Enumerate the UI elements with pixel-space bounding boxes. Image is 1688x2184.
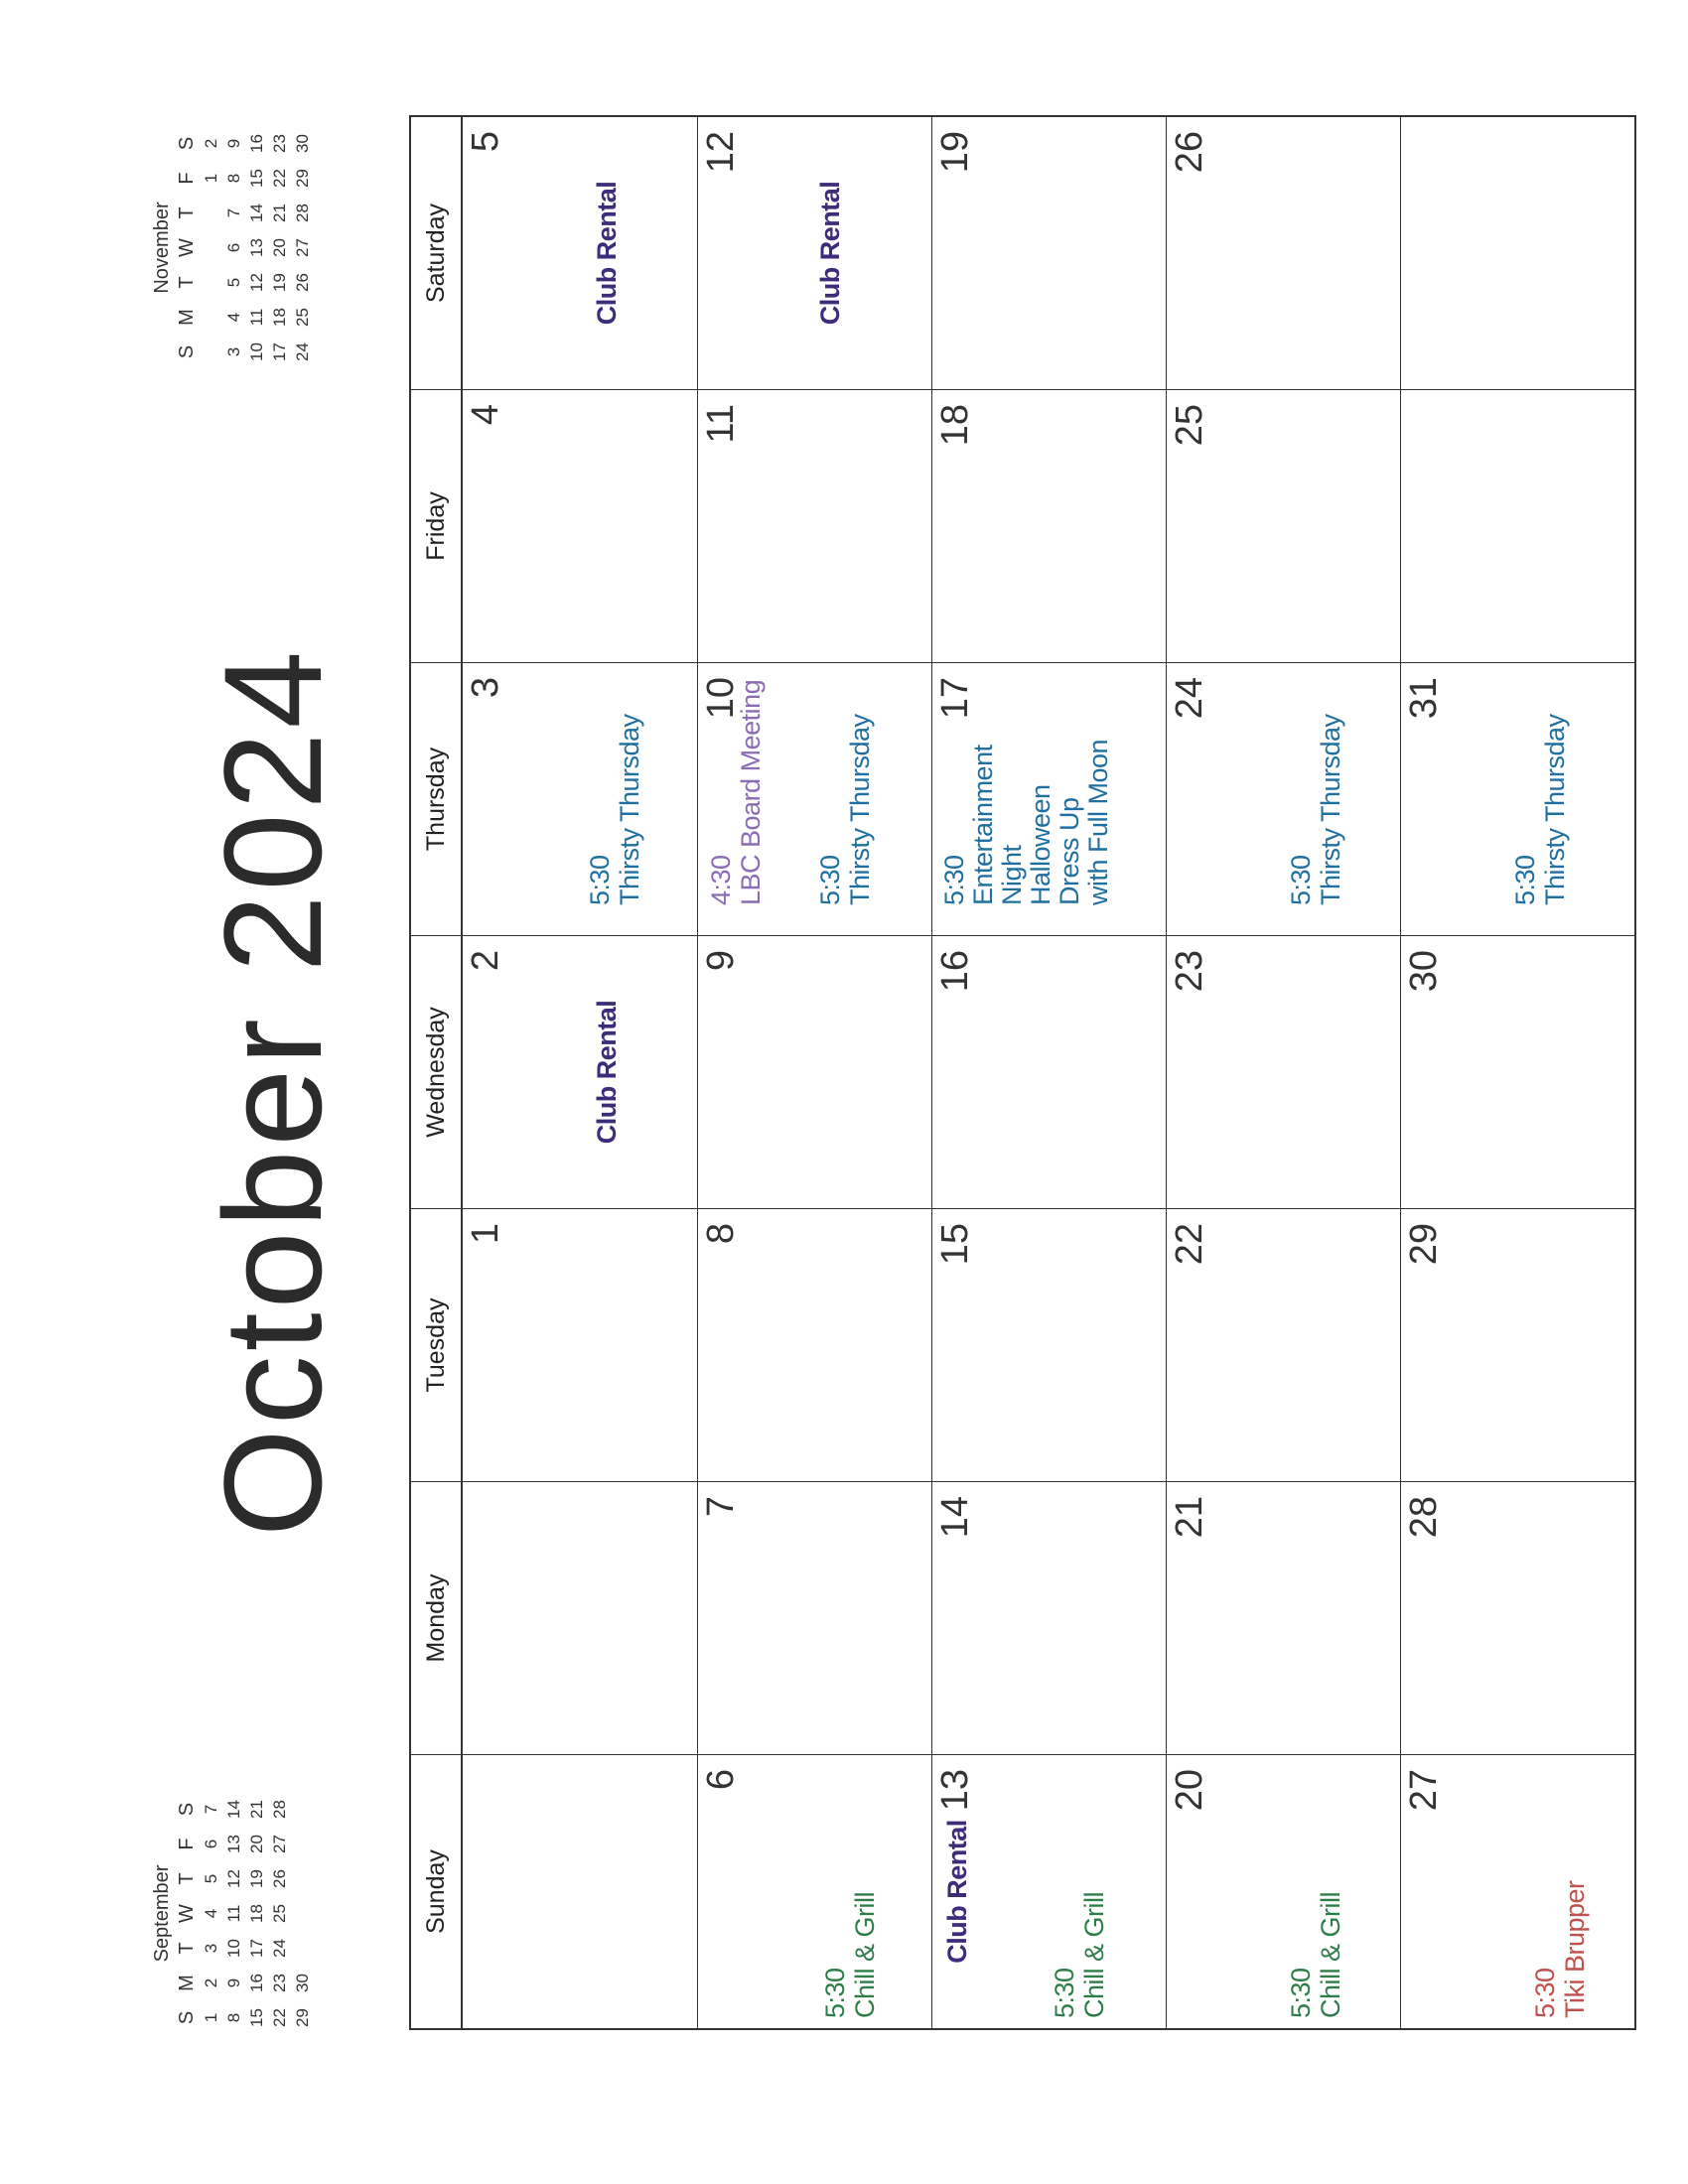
day-cell[interactable]	[463, 117, 697, 390]
mini-calendar-day-header: F	[176, 1838, 198, 1850]
event-time: 5:30	[1286, 1968, 1316, 2018]
day-number: 17	[934, 677, 976, 720]
day-number: 7	[700, 1496, 742, 1518]
day-name-friday: Friday	[411, 390, 461, 663]
mini-calendar-day-header: T	[176, 1942, 198, 1955]
day-cell[interactable]	[931, 663, 1166, 936]
event-title: Thirsty Thursday	[1316, 714, 1345, 905]
mini-calendar-date: 5	[224, 277, 243, 288]
day-cell[interactable]	[697, 117, 931, 390]
day-cell[interactable]	[1166, 1209, 1400, 1482]
day-number: 19	[934, 131, 976, 174]
day-cell[interactable]	[697, 1482, 931, 1755]
mini-calendar-date: 10	[224, 1939, 243, 1958]
day-number: 14	[934, 1496, 976, 1539]
day-number: 22	[1169, 1223, 1210, 1266]
day-cell[interactable]	[463, 1482, 697, 1755]
day-number: 11	[700, 404, 742, 444]
mini-calendar-date: 30	[293, 134, 312, 153]
mini-calendar-date: 28	[293, 204, 312, 222]
day-cell[interactable]	[697, 936, 931, 1209]
mini-calendar-date: 11	[247, 308, 266, 327]
day-cell[interactable]	[697, 1209, 931, 1482]
day-number: 2	[465, 950, 506, 972]
mini-calendar-day-header: S	[176, 136, 198, 151]
day-names-row	[411, 117, 463, 2028]
day-cell[interactable]	[931, 1209, 1166, 1482]
mini-calendar-date: 6	[224, 242, 243, 253]
event-time: 5:30	[1530, 1968, 1560, 2018]
event-title: with Full Moon	[1083, 739, 1113, 905]
mini-calendar-title: November	[151, 202, 173, 294]
day-cell[interactable]	[697, 663, 931, 936]
mini-calendar-date: 28	[270, 1800, 289, 1819]
event-title: Halloween	[1026, 784, 1055, 905]
event-time: 5:30	[815, 855, 845, 905]
mini-calendar-date	[202, 335, 221, 369]
mini-calendar-date: 10	[247, 342, 266, 361]
event-time: 5:30	[939, 855, 969, 905]
day-cell[interactable]	[931, 936, 1166, 1209]
day-number: 28	[1403, 1496, 1445, 1539]
day-name-thursday: Thursday	[411, 663, 461, 936]
mini-calendar-date: 9	[224, 138, 243, 149]
day-cell[interactable]	[1166, 1755, 1400, 2028]
mini-calendar-date: 19	[270, 273, 289, 292]
day-cell[interactable]	[1400, 936, 1634, 1209]
mini-calendar-date: 17	[270, 342, 289, 361]
day-name-saturday: Saturday	[411, 117, 461, 390]
mini-calendar-day-header: S	[176, 1802, 198, 1817]
day-name-sunday: Sunday	[421, 1849, 450, 1934]
day-cell[interactable]	[1400, 1482, 1634, 1755]
mini-calendar-day-header: T	[176, 276, 198, 289]
calendar-event[interactable]	[820, 1755, 880, 2018]
mini-calendar-date: 13	[247, 238, 266, 257]
day-number: 16	[934, 950, 976, 993]
mini-calendar-date: 29	[293, 169, 312, 188]
mini-calendar-date: 27	[293, 238, 312, 257]
mini-calendar-date: 14	[247, 204, 266, 222]
day-number: 18	[934, 404, 976, 447]
event-time: 5:30	[1050, 1968, 1079, 2018]
mini-calendar-date: 11	[224, 1904, 243, 1923]
calendar-event[interactable]	[1530, 1755, 1590, 2018]
day-number: 25	[1169, 404, 1210, 447]
mini-calendar-day-header: F	[176, 172, 198, 185]
day-cell[interactable]	[1166, 390, 1400, 663]
day-number: 6	[700, 1769, 742, 1791]
page-title: October 2024	[195, 646, 351, 1538]
day-number: 31	[1403, 677, 1445, 720]
mini-calendar-date: 12	[247, 273, 266, 292]
day-number: 4	[465, 404, 506, 426]
event-title: Entertainment	[968, 745, 998, 905]
mini-calendar-date: 1	[202, 2012, 220, 2023]
mini-calendar-date: 4	[202, 1908, 220, 1919]
event-title: Chill & Grill	[850, 1891, 880, 2018]
calendar-event[interactable]: Club Rental	[592, 181, 622, 326]
day-number: 30	[1403, 950, 1445, 993]
day-name-tuesday: Tuesday	[411, 1209, 461, 1482]
day-cell[interactable]	[1400, 117, 1634, 390]
mini-calendar-date: 12	[224, 1869, 243, 1888]
event-time: 5:30	[585, 855, 615, 905]
mini-calendar-day-header: T	[176, 206, 198, 219]
mini-calendar-day-header: S	[176, 344, 198, 359]
day-number: 20	[1169, 1769, 1210, 1812]
mini-calendar-date: 3	[202, 1943, 220, 1954]
day-name-monday: Monday	[411, 1482, 461, 1755]
calendar-event[interactable]: Club Rental	[942, 1820, 972, 1964]
event-title: Chill & Grill	[1079, 1891, 1109, 2018]
mini-calendar-date: 3	[224, 346, 243, 357]
mini-calendar-date: 23	[270, 134, 289, 153]
day-cell[interactable]	[1400, 390, 1634, 663]
mini-calendar-date	[202, 196, 221, 230]
day-cell[interactable]	[1400, 663, 1634, 936]
mini-calendar-date: 8	[224, 173, 243, 184]
day-cell[interactable]	[1400, 1755, 1634, 2028]
mini-calendar-date: 4	[224, 312, 243, 323]
mini-calendar-date: 18	[247, 1904, 266, 1923]
day-number: 9	[700, 950, 742, 972]
day-number: 21	[1169, 1496, 1210, 1539]
mini-calendar-date: 2	[202, 138, 220, 149]
event-title: Tiki Brupper	[1560, 1880, 1590, 2018]
day-number: 29	[1403, 1223, 1445, 1266]
mini-calendar-day-header: W	[176, 1904, 198, 1923]
event-time: 4:30	[706, 855, 736, 905]
day-number: 13	[934, 1769, 976, 1812]
mini-calendar-date: 13	[224, 1835, 243, 1853]
event-title: Chill & Grill	[1316, 1891, 1345, 2018]
day-cell[interactable]	[1166, 936, 1400, 1209]
mini-calendar-november	[151, 126, 313, 369]
calendar-event[interactable]	[1510, 663, 1570, 905]
day-cell[interactable]	[1166, 1482, 1400, 1755]
mini-calendar-date: 7	[224, 207, 243, 218]
mini-calendar-date: 25	[293, 308, 312, 327]
mini-calendar-date: 21	[270, 204, 289, 222]
calendar-event[interactable]	[1286, 663, 1345, 905]
mini-calendar-date: 22	[270, 2008, 289, 2027]
mini-calendar-date: 1	[202, 173, 220, 184]
mini-calendar-date: 14	[224, 1800, 243, 1819]
day-number: 12	[700, 131, 742, 174]
day-cell[interactable]	[697, 390, 931, 663]
mini-calendar-date: 27	[270, 1835, 289, 1853]
mini-calendar-date: 16	[247, 134, 266, 153]
mini-calendar-date: 7	[202, 1804, 220, 1815]
day-number: 3	[465, 677, 506, 699]
mini-calendar-day-header: M	[176, 1975, 198, 1991]
mini-calendar-date: 30	[293, 1974, 312, 1992]
event-title: Dress Up	[1055, 797, 1084, 905]
calendar-event[interactable]	[1286, 1755, 1345, 2018]
event-title: LBC Board Meeting	[736, 679, 766, 905]
day-cell[interactable]	[931, 117, 1166, 390]
day-cell[interactable]	[463, 936, 697, 1209]
day-cell[interactable]	[463, 1755, 697, 2028]
day-number: 23	[1169, 950, 1210, 993]
day-cell[interactable]	[463, 390, 697, 663]
mini-calendar-date: 24	[293, 342, 312, 361]
mini-calendar-date: 25	[270, 1904, 289, 1923]
mini-calendar-date: 2	[202, 1978, 220, 1988]
calendar-event[interactable]: Club Rental	[592, 1000, 622, 1145]
event-time: 5:30	[1286, 855, 1316, 905]
event-title: Thirsty Thursday	[1540, 714, 1570, 905]
mini-calendar-date	[202, 300, 221, 335]
mini-calendar-date: 9	[224, 1978, 243, 1988]
mini-calendar-title: September	[151, 1864, 173, 1963]
mini-calendar-date	[202, 265, 221, 300]
mini-calendar-date: 26	[293, 273, 312, 292]
day-number: 27	[1403, 1769, 1445, 1812]
mini-calendar-date: 16	[247, 1974, 266, 1992]
month-grid	[409, 115, 1636, 2030]
weeks-grid	[463, 117, 1634, 2028]
mini-calendar-date: 29	[293, 2008, 312, 2027]
day-cell[interactable]	[931, 390, 1166, 663]
mini-calendar-date: 26	[270, 1869, 289, 1888]
calendar-event[interactable]	[585, 663, 644, 905]
day-cell[interactable]	[1166, 117, 1400, 390]
day-cell[interactable]	[1166, 663, 1400, 936]
mini-calendar-date: 24	[270, 1939, 289, 1958]
mini-calendar-date: 20	[247, 1835, 266, 1853]
day-number: 8	[700, 1223, 742, 1245]
day-name-wednesday: Wednesday	[411, 936, 461, 1209]
day-number: 10	[700, 677, 742, 720]
day-number: 26	[1169, 131, 1210, 174]
mini-calendar-date: 5	[202, 1873, 220, 1884]
day-number: 1	[465, 1223, 506, 1245]
calendar-event[interactable]: Club Rental	[815, 181, 845, 326]
day-cell[interactable]	[1400, 1209, 1634, 1482]
mini-calendar-date: 15	[247, 169, 266, 188]
event-title: Thirsty Thursday	[845, 714, 875, 905]
mini-calendar-date: 23	[270, 1974, 289, 1992]
mini-calendar-day-header: T	[176, 1872, 198, 1885]
day-number: 15	[934, 1223, 976, 1266]
day-cell[interactable]	[931, 1482, 1166, 1755]
mini-calendar-date: 19	[247, 1869, 266, 1888]
day-cell[interactable]	[931, 1755, 1166, 2028]
calendar-event[interactable]	[815, 663, 875, 905]
mini-calendar-day-header: S	[176, 2010, 198, 2025]
calendar-event[interactable]	[706, 663, 766, 905]
mini-calendar-date: 21	[247, 1800, 266, 1819]
event-title: Thirsty Thursday	[615, 714, 644, 905]
event-title: Night	[997, 845, 1027, 905]
day-cell[interactable]	[463, 1209, 697, 1482]
mini-calendar-date: 8	[224, 2012, 243, 2023]
calendar-event[interactable]	[940, 663, 1113, 905]
mini-calendar-date: 15	[247, 2008, 266, 2027]
day-cell[interactable]	[697, 1755, 931, 2028]
mini-calendar-date: 17	[247, 1939, 266, 1958]
mini-calendar-day-header: W	[176, 238, 198, 257]
mini-calendar-day-header: M	[176, 309, 198, 326]
event-time: 5:30	[820, 1968, 850, 2018]
mini-calendar-date: 20	[270, 238, 289, 257]
mini-calendar-date: 18	[270, 308, 289, 327]
mini-calendar-date: 22	[270, 169, 289, 188]
mini-calendar-grid	[176, 126, 313, 369]
event-time: 5:30	[1510, 855, 1540, 905]
day-number: 24	[1169, 677, 1210, 720]
day-cell[interactable]	[463, 663, 697, 936]
day-number: 5	[465, 131, 506, 153]
mini-calendar-date: 6	[202, 1839, 220, 1849]
mini-calendar-date	[202, 230, 221, 265]
calendar-event[interactable]	[1050, 1755, 1109, 2018]
